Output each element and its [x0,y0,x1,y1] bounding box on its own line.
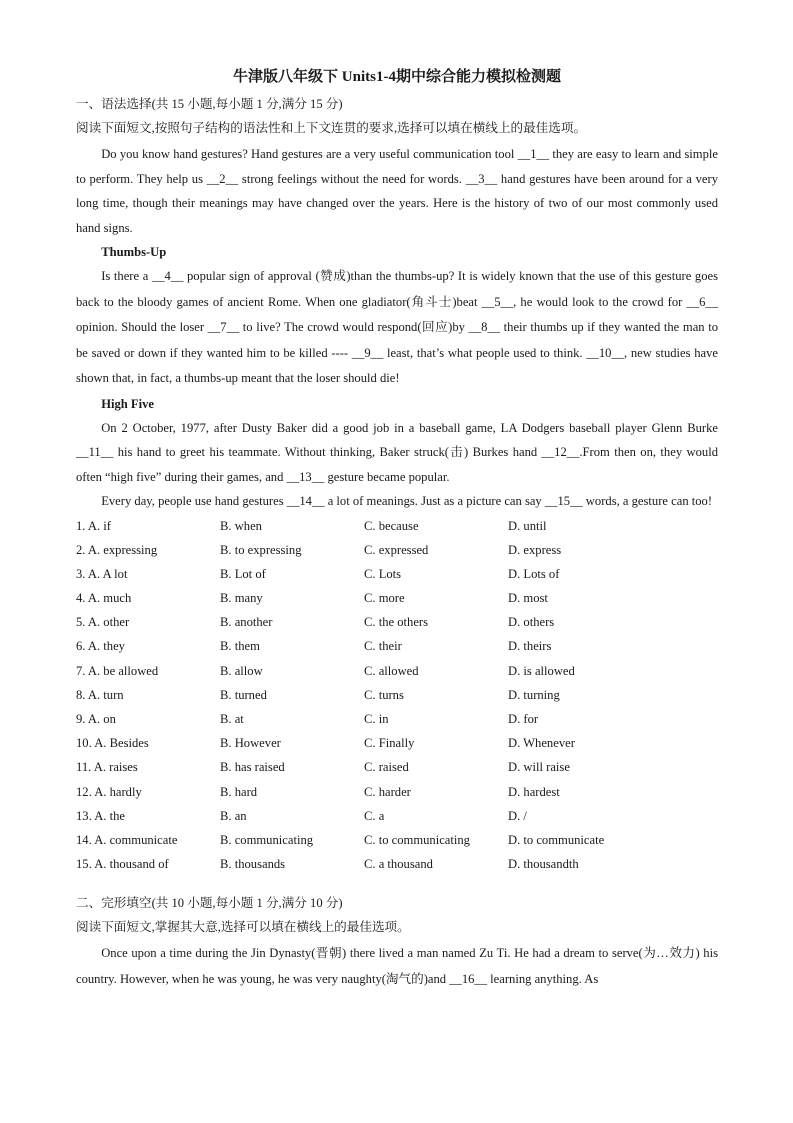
option-a: 12. A. hardly [76,784,142,799]
option-a: 5. A. other [76,615,130,630]
option-a: 9. A. on [76,712,116,726]
option-c: C. expressed [364,542,429,557]
option-a: 1. A. if [76,518,111,533]
section2-instruction: 阅读下面短文,掌握其大意,选择可以填在横线上的最佳选项。 [76,920,410,935]
option-d: D. hardest [508,784,560,799]
option-a: 14. A. communicate [76,832,178,847]
question-row [76,683,718,707]
option-c: C. the others [364,615,429,630]
option-c: C. turns [364,687,404,702]
option-c: C. their [364,639,402,654]
option-a: 13. A. the [76,808,125,823]
question-row [76,562,718,586]
option-a: 3. A. A lot [76,566,128,581]
question-row [76,852,718,876]
option-c: C. a [364,808,385,823]
option-b: B. when [220,518,262,533]
option-b: B. communicating [220,832,314,847]
question-row [76,538,718,562]
option-a: 2. A. expressing [76,542,158,557]
option-c: C. because [364,518,419,533]
option-d: D. thousandth [508,857,579,872]
passage-closing: Every day, people use hand gestures __14__ a lot of meanings. Just as a picture can say __15__ words, a gesture can too! [101,494,713,508]
option-b: B. another [220,615,273,630]
option-b: B. allow [220,663,263,678]
option-d: D. to communicate [508,832,605,847]
option-b: B. many [220,591,263,606]
question-row [76,514,718,538]
option-b: B. to expressing [220,542,302,557]
section1-heading: 一、语法选择(共 15 小题,每小题 1 分,满分 15 分) [76,97,343,111]
option-b: B. thousands [220,857,286,872]
question-row [76,731,718,755]
option-c: C. raised [364,760,409,775]
option-a: 8. A. turn [76,687,124,702]
option-b: B. However [220,736,281,751]
question-row [76,659,718,683]
option-a: 4. A. much [76,591,132,606]
option-c: C. allowed [364,663,419,678]
option-c: C. Finally [364,736,415,751]
option-d: D. until [508,518,547,533]
option-b: B. them [220,639,260,654]
question-row [76,804,718,828]
option-a: 6. A. they [76,639,125,654]
question-row [76,586,718,610]
question-row [76,755,718,779]
option-a: 11. A. raises [76,760,138,775]
question-row [76,780,718,804]
option-d: D. will raise [508,760,570,775]
option-d: D. is allowed [508,663,575,678]
option-d: D. most [508,591,548,606]
option-c: C. to communicating [364,832,470,847]
option-a: 10. A. Besides [76,736,149,751]
option-a: 7. A. be allowed [76,663,159,678]
option-b: B. turned [220,687,267,702]
section1-instruction: 阅读下面短文,按照句子结构的语法性和上下文连贯的要求,选择可以填在横线上的最佳选项。 [76,121,587,135]
option-b: B. Lot of [220,566,266,581]
question-row [76,634,718,658]
section-spacer [76,876,718,894]
option-d: D. theirs [508,639,552,654]
option-c: C. harder [364,784,411,799]
passage-high-five: On 2 October, 1977, after Dusty Baker did a good job in a baseball game, LA Dodgers baseball player Glenn Burke __11__ his hand to greet his teammate. Without thinking, Baker struck(击) Burkes hand __12__.From then on, they would often “high five” during their games, and __13__ gesture became popular. [76,420,718,484]
option-d: D. others [508,615,555,630]
document-content [76,68,718,992]
option-d: D. Lots of [508,566,560,581]
subheading-thumbs-up: Thumbs-Up [101,245,167,259]
option-b: B. hard [220,784,258,799]
option-d: D. express [508,542,562,557]
option-d: D. Whenever [508,736,575,751]
option-b: B. has raised [220,760,285,775]
option-d: D. turning [508,687,560,702]
question-row [76,610,718,634]
option-c: C. in [364,712,389,726]
question-options [76,514,718,877]
passage-thumbs-up: Is there a __4__ popular sign of approval (赞成)than the thumbs-up? It is widely known that the use of this gesture goes back to the bloody games of ancient Rome. When one gladiator(角斗士)beat __5__, he would look to the crowd for __6__ opinion. Should the loser __7__ to live? The crowd would respond(回应)by __8__ their thumbs up if they wanted the man to be saved or down if they wanted him to be killed ---- __9__ least, that’s what people used to think. __10__, new studies have shown that, in fact, a thumbs-up meant that the loser should die! [76,269,718,385]
question-row [76,828,718,852]
option-b: B. an [220,808,247,823]
option-c: C. Lots [364,566,402,581]
question-row [76,707,718,731]
page-title: 牛津版八年级下 Units1-4期中综合能力模拟检测题 [233,69,561,85]
subheading-high-five: High Five [101,396,155,411]
option-d: D. for [508,712,539,726]
passage-zu-ti: Once upon a time during the Jin Dynasty(晋朝) there lived a man named Zu Ti. He had a dream to serve(为…效力) his country. However, when he was young, he was very naughty(淘气的)and __16__ learning anything. As [76,946,718,986]
section2-heading: 二、完形填空(共 10 小题,每小题 1 分,满分 10 分) [76,896,343,911]
option-a: 15. A. thousand of [76,857,169,872]
option-c: C. more [364,591,405,606]
passage-intro: Do you know hand gestures? Hand gestures are a very useful communication tool __1__ they are easy to learn and simple to perform. They help us __2__ strong feelings without the need for words. __3__ hand gestures have been around for a very long time, though their meanings may have changed over the years. Here is the history of two of our most commonly used hand signs. [76,147,718,235]
option-b: B. at [220,712,244,726]
option-d: D. / [508,808,527,823]
option-c: C. a thousand [364,857,433,872]
